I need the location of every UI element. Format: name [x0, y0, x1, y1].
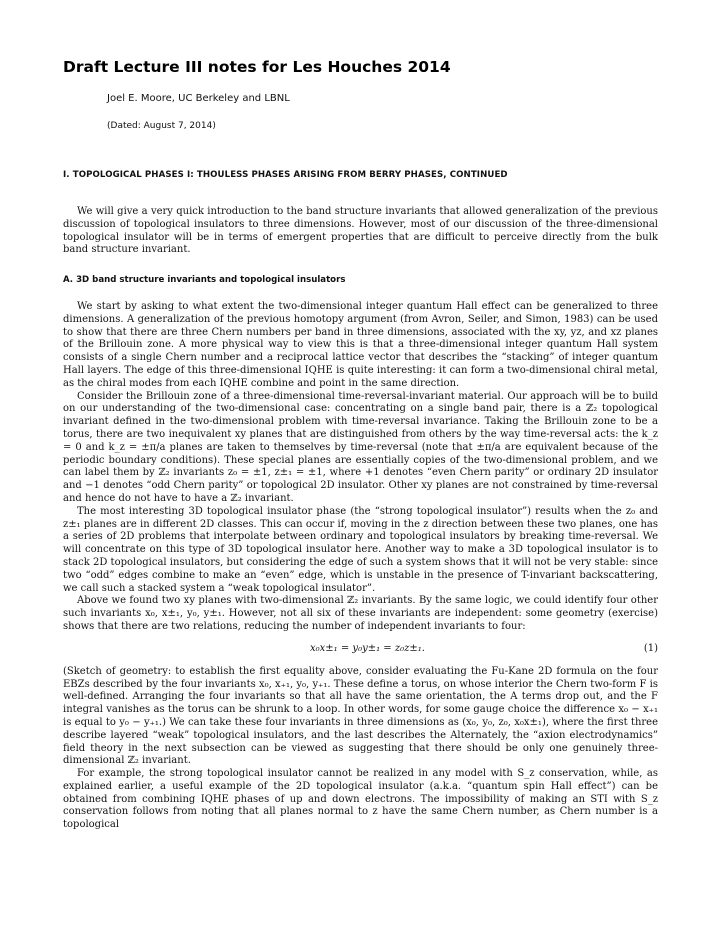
paragraph: For example, the strong topological insulator cannot be realized in any model with S_z conservation, while, as explained earlier, a useful example of the 2D topological insulator (a.k.a. “quantum spin Hall effect”) can be obtained from combining IQHE phases of up and down electrons. The impossibility of making an STI with S_z conservation follows from noting that all planes normal to z have the same Chern number, as Chern number is a topological — [63, 768, 658, 831]
equation-body: x₀x±₁ = y₀y±₁ = z₀z±₁. — [310, 642, 425, 654]
body-text — [63, 301, 658, 832]
intro-paragraph: We will give a very quick introduction to the band structure invariants that allowed generalization of the previous discussion of topological insulators to three dimensions. However, most of our discussion of the three-dimensional topological insulator will be in terms of emergent properties that are difficult to perceive directly from the bulk band structure invariant. — [63, 206, 658, 256]
paragraph: The most interesting 3D topological insulator phase (the “strong topological insulator”) results when the z₀ and z±₁ planes are in different 2D classes. This can occur if, moving in the z direction between these two planes, one has a series of 2D problems that interpolate between ordinary and topological insulators by breaking time-reversal. We will concentrate on this type of 3D topological insulator here. Another way to make a 3D topological insulator is to stack 2D topological insulators, but considering the edge of such a system shows that it will not be very stable: since two “odd” edges combine to make an “even” edge, which is unstable in the presence of T-invariant backscattering, we call such a stacked system a “weak topological insulator”. — [63, 505, 658, 594]
subsection-heading: A. 3D band structure invariants and topological insulators — [63, 275, 346, 285]
equation-number: (1) — [643, 642, 658, 654]
date-line: (Dated: August 7, 2014) — [107, 121, 216, 131]
section-heading: I. TOPOLOGICAL PHASES I: THOULESS PHASES ARISING FROM BERRY PHASES, CONTINUED — [63, 170, 508, 180]
paragraph: (Sketch of geometry: to establish the first equality above, consider evaluating the Fu-Kane 2D formula on the four EBZs described by the four invariants x₀, x₊₁, y₀, y₊₁. These define a torus, on whose interior the Chern two-form F is well-defined. Arranging the four invariants so that all have the same orientation, the A terms drop out, and the F integral vanishes as the torus can be shrunk to a loop. In other words, for some gauge choice the difference x₀ − x₊₁ is equal to y₀ − y₊₁.) We can take these four invariants in three dimensions as (x₀, y₀, z₀, x₀x±₁), where the first three describe layered “weak” topological insulators, and the last describes the Alternately, the “axion electrodynamics” field theory in the next subsection can be viewed as suggesting that there should be only one genuinely three-dimensional ℤ₂ invariant. — [63, 665, 658, 767]
paragraph: We start by asking to what extent the two-dimensional integer quantum Hall effect can be generalized to three dimensions. A generalization of the previous homotopy argument (from Avron, Seiler, and Simon, 1983) can be used to show that there are three Chern numbers per band in three dimensions, associated with the xy, yz, and xz planes of the Brillouin zone. A more physical way to view this is that a three-dimensional integer quantum Hall system consists of a single Chern number and a reciprocal lattice vector that describes the “stacking” of integer quantum Hall layers. The edge of this three-dimensional IQHE is quite interesting: it can form a two-dimensional chiral metal, as the chiral modes from each IQHE combine and point in the same direction. — [63, 301, 658, 389]
paragraph: Consider the Brillouin zone of a three-dimensional time-reversal-invariant material. Our approach will be to build on our understanding of the two-dimensional case: concentrating on a single band pair, there is a ℤ₂ topological invariant defined in the two-dimensional problem with time-reversal invariance. Taking the Brillouin zone to be a torus, there are two inequivalent xy planes that are distinguished from others by the way time-reversal acts: the k_z = 0 and k_z = ±π/a planes are taken to themselves by time-reversal (note that ±π/a are equivalent because of the periodic boundary conditions). These special planes are essentially copies of the two-dimensional problem, and we can label them by ℤ₂ invariants z₀ = ±1, z±₁ = ±1, where +1 denotes “even Chern parity” or ordinary 2D insulator and −1 denotes “odd Chern parity” or topological 2D insulator. Other xy planes are not constrained by time-reversal and hence do not have to have a ℤ₂ invariant. — [63, 390, 658, 504]
author-line: Joel E. Moore, UC Berkeley and LBNL — [107, 93, 290, 104]
paper-title: Draft Lecture III notes for Les Houches 2014 — [63, 58, 451, 76]
equation-1 — [63, 636, 658, 664]
paragraph: Above we found two xy planes with two-dimensional ℤ₂ invariants. By the same logic, we could identify four other such invariants x₀, x±₁, y₀, y±₁. However, not all six of these invariants are independent: some geometry (exercise) shows that there are two relations, reducing the number of independent invariants to four: — [63, 595, 658, 632]
